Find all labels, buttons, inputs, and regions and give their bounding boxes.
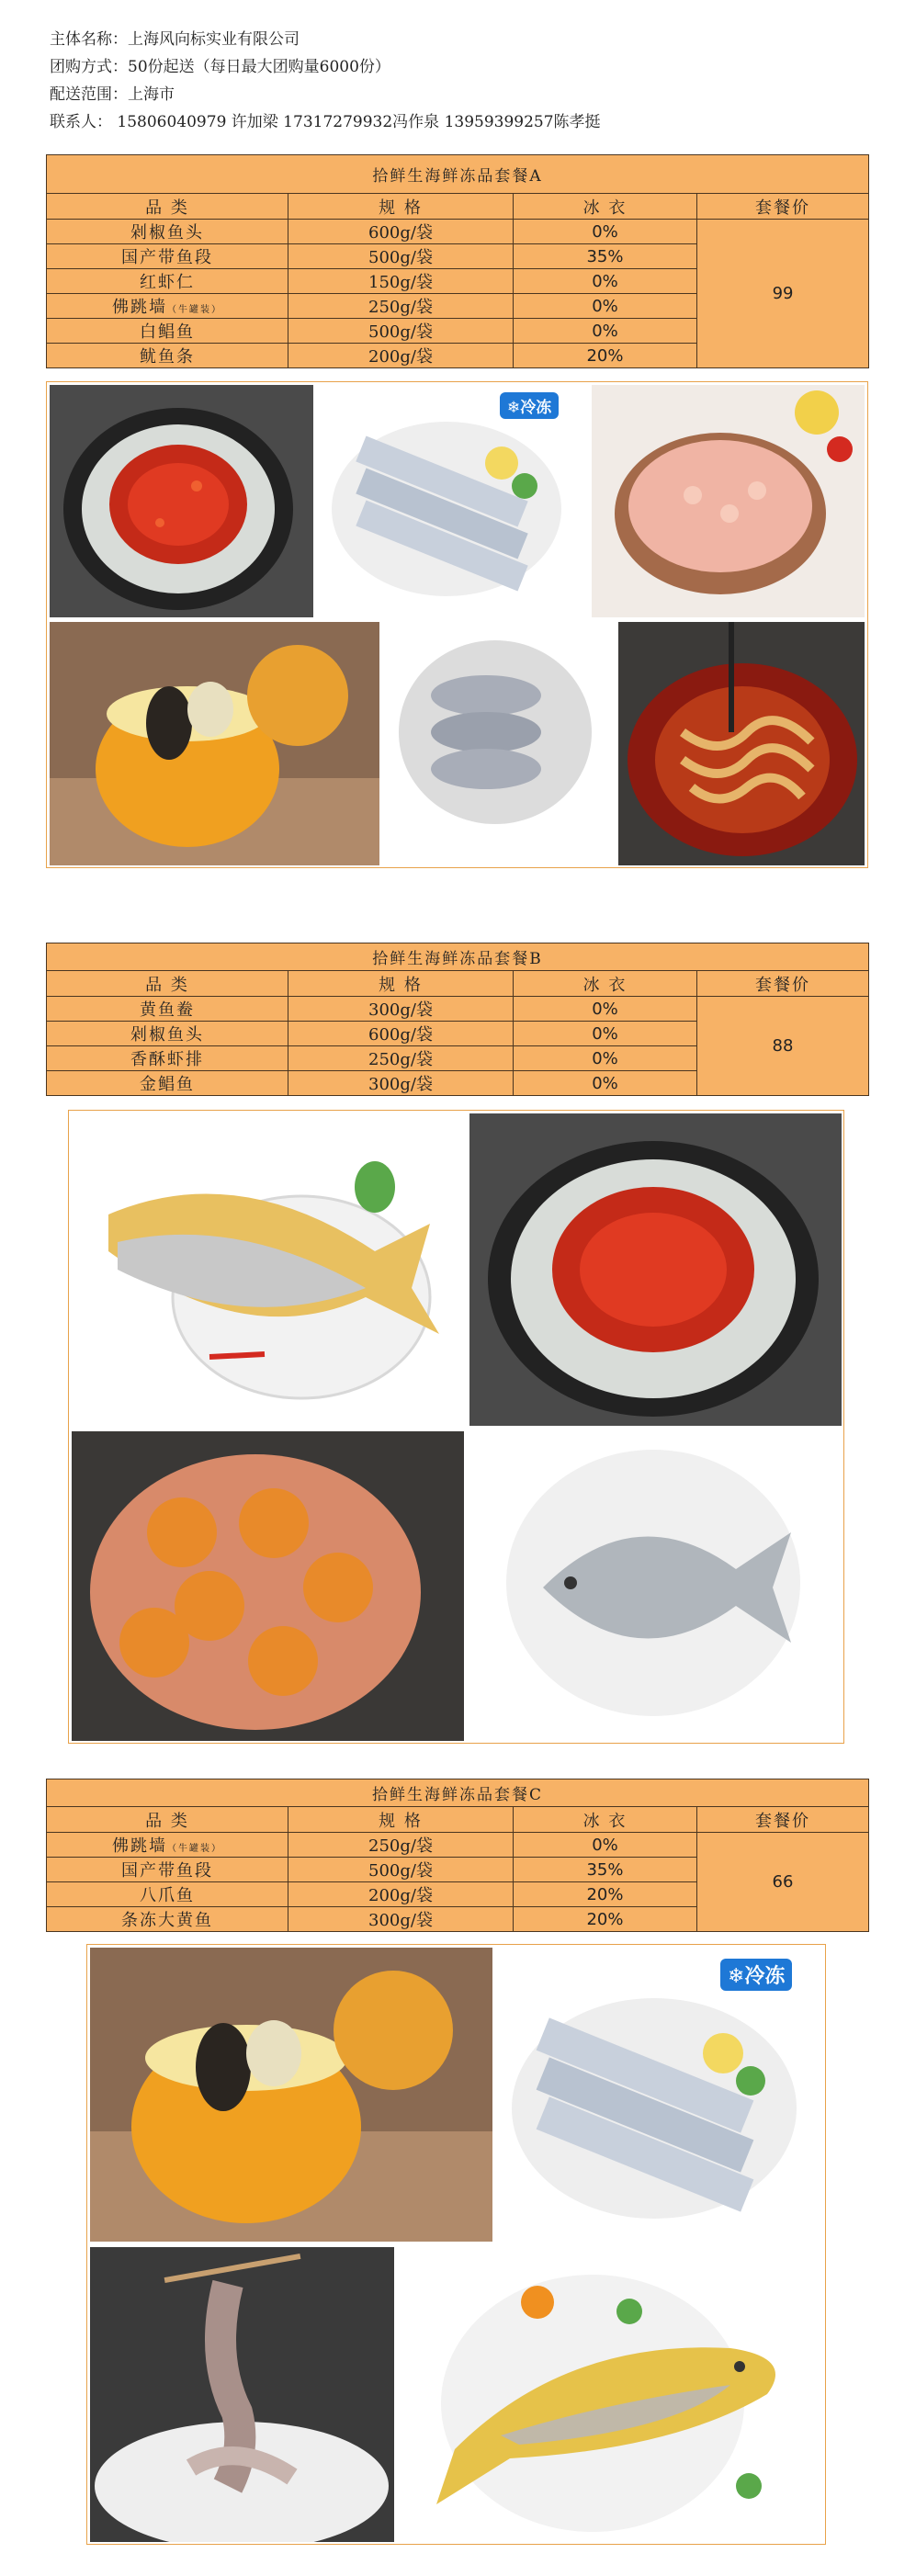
row-name-note: （牛罐装）	[167, 305, 222, 315]
delivery-area: 配送范围：上海市	[50, 85, 175, 104]
row-glaze: 0%	[514, 269, 697, 294]
row-glaze: 0%	[514, 220, 697, 244]
row-glaze: 0%	[514, 294, 697, 319]
package-c-title: 拾鲜生海鲜冻品套餐C	[47, 1779, 869, 1807]
package-b-photo-grid	[68, 1110, 844, 1744]
header-price: 套餐价	[697, 194, 869, 220]
red-shrimp-meat-photo	[592, 385, 865, 617]
row-glaze: 35%	[514, 1858, 697, 1882]
row-name-note: （牛罐装）	[167, 1844, 222, 1854]
row-glaze: 20%	[514, 1907, 697, 1932]
row-glaze: 0%	[514, 997, 697, 1022]
row-name: 剁椒鱼头	[47, 1022, 288, 1046]
row-glaze: 0%	[514, 1046, 697, 1071]
row-name: 国产带鱼段	[47, 244, 288, 269]
header-category: 品 类	[47, 1807, 288, 1833]
row-spec: 250g/袋	[288, 1833, 514, 1858]
row-spec: 600g/袋	[288, 1022, 514, 1046]
contact-persons: 联系人： 15806040979 许加梁 17317279932冯作泉 13959399257陈孝挺	[50, 113, 601, 131]
header-category: 品 类	[47, 971, 288, 997]
row-name: 香酥虾排	[47, 1046, 288, 1071]
package-b-table	[46, 943, 869, 1096]
squid-strips-photo	[618, 622, 865, 865]
chopped-pepper-fish-head-photo	[50, 385, 313, 617]
white-pomfret-photo	[385, 622, 614, 865]
golden-pomfret-photo	[469, 1431, 842, 1741]
row-name: 佛跳墙	[112, 298, 167, 317]
crispy-shrimp-cakes-photo	[72, 1431, 464, 1741]
package-a-table	[46, 154, 869, 368]
header-spec: 规 格	[288, 194, 514, 220]
header-category: 品 类	[47, 194, 288, 220]
hairtail-segment-photo-c	[498, 1948, 823, 2242]
row-spec: 250g/袋	[288, 1046, 514, 1071]
row-name-cell	[47, 1833, 288, 1858]
row-name: 八爪鱼	[47, 1882, 288, 1907]
row-name: 国产带鱼段	[47, 1858, 288, 1882]
row-spec: 250g/袋	[288, 294, 514, 319]
package-c-price: 66	[697, 1833, 869, 1932]
row-spec: 600g/袋	[288, 220, 514, 244]
row-name: 佛跳墙	[112, 1836, 167, 1856]
frozen-badge: ❄冷冻	[720, 1959, 792, 1991]
row-spec: 300g/袋	[288, 997, 514, 1022]
buddha-jumps-over-wall-photo	[50, 622, 379, 865]
row-name-cell	[47, 294, 288, 319]
company-entity: 主体名称：上海风向标实业有限公司	[50, 30, 300, 49]
package-b-title: 拾鲜生海鲜冻品套餐B	[47, 943, 869, 971]
row-glaze: 20%	[514, 344, 697, 368]
header-glaze: 冰 衣	[514, 194, 697, 220]
dried-yellow-croaker-photo	[72, 1113, 464, 1426]
row-glaze: 35%	[514, 244, 697, 269]
octopus-photo	[90, 2247, 394, 2542]
buddha-jumps-over-wall-photo-c	[90, 1948, 492, 2242]
row-spec: 500g/袋	[288, 244, 514, 269]
package-b-price: 88	[697, 997, 869, 1096]
row-spec: 500g/袋	[288, 319, 514, 344]
row-glaze: 0%	[514, 1071, 697, 1096]
header-glaze: 冰 衣	[514, 971, 697, 997]
package-a-photo-grid	[46, 381, 868, 868]
row-name: 鱿鱼条	[47, 344, 288, 368]
row-spec: 200g/袋	[288, 1882, 514, 1907]
chopped-pepper-fish-head-photo-b	[469, 1113, 842, 1426]
row-spec: 200g/袋	[288, 344, 514, 368]
large-yellow-croaker-photo	[400, 2247, 823, 2542]
header-price: 套餐价	[697, 1807, 869, 1833]
group-buy-method: 团购方式：50份起送（每日最大团购量6000份）	[50, 58, 390, 76]
row-glaze: 0%	[514, 319, 697, 344]
row-name: 条冻大黄鱼	[47, 1907, 288, 1932]
row-name: 剁椒鱼头	[47, 220, 288, 244]
row-spec: 300g/袋	[288, 1071, 514, 1096]
company-info	[50, 26, 601, 136]
header-spec: 规 格	[288, 971, 514, 997]
frozen-badge: ❄冷冻	[500, 392, 559, 419]
package-a-price: 99	[697, 220, 869, 368]
row-glaze: 20%	[514, 1882, 697, 1907]
package-a-title: 拾鲜生海鲜冻品套餐A	[47, 155, 869, 194]
row-name: 红虾仁	[47, 269, 288, 294]
row-name: 白鲳鱼	[47, 319, 288, 344]
row-spec: 300g/袋	[288, 1907, 514, 1932]
row-glaze: 0%	[514, 1833, 697, 1858]
header-glaze: 冰 衣	[514, 1807, 697, 1833]
row-name: 金鲳鱼	[47, 1071, 288, 1096]
header-spec: 规 格	[288, 1807, 514, 1833]
row-spec: 150g/袋	[288, 269, 514, 294]
row-name: 黄鱼鲞	[47, 997, 288, 1022]
package-c-photo-grid	[86, 1944, 826, 2545]
row-glaze: 0%	[514, 1022, 697, 1046]
header-price: 套餐价	[697, 971, 869, 997]
row-spec: 500g/袋	[288, 1858, 514, 1882]
hairtail-segment-photo	[318, 385, 587, 617]
package-c-table	[46, 1779, 869, 1932]
